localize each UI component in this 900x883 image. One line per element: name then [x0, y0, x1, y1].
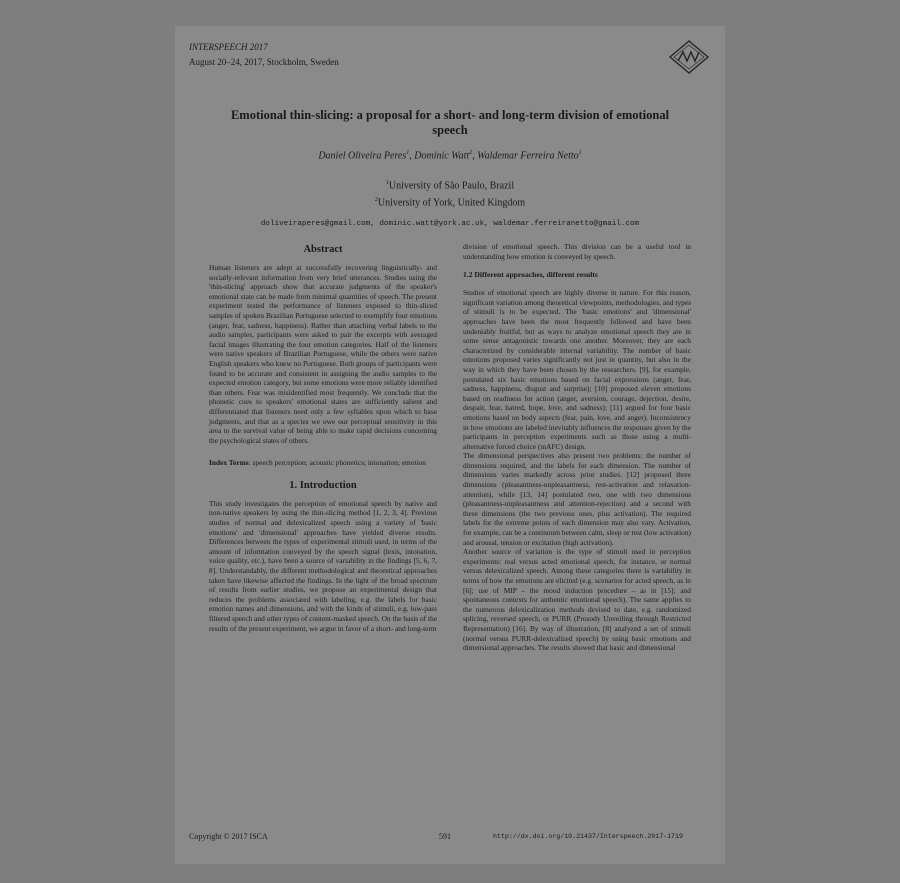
- page-number: 591: [439, 832, 451, 841]
- venue-label: INTERSPEECH 2017: [189, 42, 268, 52]
- index-terms-label: Index Terms: [209, 458, 249, 468]
- author-affiliation-mark: 2: [469, 150, 473, 156]
- copyright-notice: Copyright © 2017 ISCA: [189, 832, 268, 841]
- affiliation-mark: 1: [385, 180, 389, 186]
- affiliation-text: University of York, United Kingdom: [377, 197, 526, 209]
- affiliations: [215, 176, 685, 211]
- left-column: [209, 244, 437, 633]
- abstract-heading: Abstract: [303, 244, 343, 255]
- intro-heading: 1. Introduction: [289, 479, 357, 491]
- intro-text: This study investigates the perception of emotional speech by native and non-native speakers by using the thin-slicing method [1, 2, 3, 4]. Previous studies of normal and delexicalized speech using a variety of 'basic emotions' and 'dimensional' approaches have yielded diverse results. Differences between the types of experimental stimuli used, in terms of the amount of information conveyed by the speech signal (lexis, intonation, voice quality, etc.), have been a source of variability in the findings [5, 6, 7, 8]. Understandably, the different methodological and theoretical approaches taken have likewise affected the findings. In the light of the broad spectrum of results from earlier studies, we propose an experimental design that reduces the problems associated with labeling, e.g. the labels for basic emotion names and dimensions, and with the kinds of stimuli, e.g. low-pass filtered speech and other types of content-masked speech. On the basis of the results of the present experiment, we argue in favor of a short- and long-term: [209, 498, 438, 633]
- affiliation-line: [215, 176, 685, 193]
- paragraph-stimuli: Another source of variation is the type of stimuli used in perception experiments: real versus acted emotional speech, for instance, or normal versus delexicalized speech. Among these categories there is variability in terms of how the emotions are elicited (e.g. scenarios for acted speech, as in [6]; use of MIP – the mood induction procedure – as in [15]; and spontaneous contexts for authentic emotional speech). The same applies to the numerous delexicalization methods devised to date, e.g. randomized splicing, reversed speech, or PURR (Prosody Unveiling through Restricted Representation) [16]. By way of illustration, [8] analyzed a set of stimuli (normal versus PURR-delexicalized speech) by using basic emotions and dimensional approaches. The results showed that basic and dimensional: [463, 547, 691, 653]
- author-name: Dominic Watt: [414, 150, 470, 162]
- right-column: [463, 242, 691, 653]
- paper-title: Emotional thin-slicing: a proposal for a short- and long-term division of emotional speech: [230, 108, 670, 137]
- paragraph-dimensional: The dimensional perspectives also present two problems: the number of dimensions required, and the labels for each dimension. The number of dimensions varies markedly across prior studies. [12] proposed three dimensions (pleasantness-unpleasantness, rest-activation and relaxation-attention), while [13, 14] postulated two, one with two dimensions (pleasantness-unpleasantness and attention-rejection) and a second with three dimensions (the two previous ones, plus activation). The required labels for the extreme points of each dimension may also vary. Activation, for example, can be a continuum between calm, sleep or rest (low activation) and arousal, tension or excitation (high activation).: [463, 451, 691, 547]
- author-emails: doliveiraperes@gmail.com, dominic.watt@york.ac.uk, waldemar.ferreiranetto@gmail.com: [260, 220, 640, 228]
- author-affiliation-mark: 1: [406, 150, 410, 156]
- paragraph-basic-emotions: Studies of emotional speech are highly diverse in nature. For this reason, significant variation among theoretical viewpoints, methodologies, and types of stimuli is to be expected. The 'basic emotions' and 'dimensional' approaches have been the most frequently followed and have been undeniably fruitful, but as ways to analyze emotional speech they are in some sense antagonistic towards one another. Moreover, they are each characterized by considerable internal variability. The number of basic emotions proposed varies significantly not just in quantity, but also in the way in which they have been chosen by the researchers. [9], for example, postulated six basic emotions based on facial expressions (anger, fear, sadness, happiness, disgust and surprise); [10] proposed eleven emotions based on readiness for action (anger, aversion, courage, dejection, desire, despair, fear, hatred, hope, love, and sadness); [11] argued for four basic emotions based on body aspects (fear, pain, love, and anger). Inconsistency in how emotions are labeled inevitably influences the responses given by the participants in perception experiments such as those using a multi-alternative forced choice (mAFC) design.: [463, 288, 691, 451]
- author-affiliation-mark: 1: [578, 150, 582, 156]
- author-name: Waldemar Ferreira Netto: [477, 150, 579, 162]
- conference-dates: August 20–24, 2017, Stockholm, Sweden: [189, 57, 339, 67]
- affiliation-mark: 2: [374, 197, 378, 204]
- abstract-text: Human listeners are adept at successfully recovering linguistically- and socially-relevant information from very brief utterances. Studies using the 'thin-slicing' approach show that accurate judgments of the speaker's emotional state can be made from minimal quantities of speech. The present experiment tested the performance of listeners exposed to thin-sliced samples of spoken Brazilian Portuguese selected to exemplify four emotions (anger, fear, sadness, happiness). Rather than attaching verbal labels to the audio samples, participants were asked to pair the excerpts with averaged facial images illustrating the four emotion categories. Half of the listeners were native speakers of Brazilian Portuguese, while the others were native English speakers who knew no Portuguese. Both groups of participants were found to be accurate and consistent in assigning the audio samples to the expected emotion category, but some emotions were more reliably identified than others. Fear was misidentified most frequently. We conclude that the phonetic cues to speakers' emotional states are sufficiently salient and differentiated that listeners need only a few syllables upon which to base judgments, and that as a species we owe our perceptual sensitivity in this area to the survival value of being able to make rapid decisions concerning the psychological states of others.: [209, 263, 437, 445]
- affiliation-text: University of São Paulo, Brazil: [388, 180, 515, 192]
- author-name: Daniel Oliveira Peres: [318, 150, 407, 162]
- author-list: Daniel Oliveira Peres$^1$, Dominic Watt$^2$, Waldemar Ferreira Netto$^1$: [318, 150, 582, 162]
- affiliation-line: [215, 193, 685, 210]
- isca-logo: [669, 40, 709, 74]
- paper-page: [175, 26, 725, 864]
- subsection-heading: 1.2 Different approaches, different results: [463, 270, 598, 280]
- index-terms: [209, 458, 437, 468]
- index-terms-text: : speech perception; acoustic phonetics; intonation; emotion: [248, 458, 426, 468]
- doi-link[interactable]: http://dx.doi.org/10.21437/Interspeech.2017-1719: [493, 833, 683, 840]
- intro-continued-text: division of emotional speech. This division can be a useful tool in understanding how emotion is conveyed by speech.: [463, 242, 691, 261]
